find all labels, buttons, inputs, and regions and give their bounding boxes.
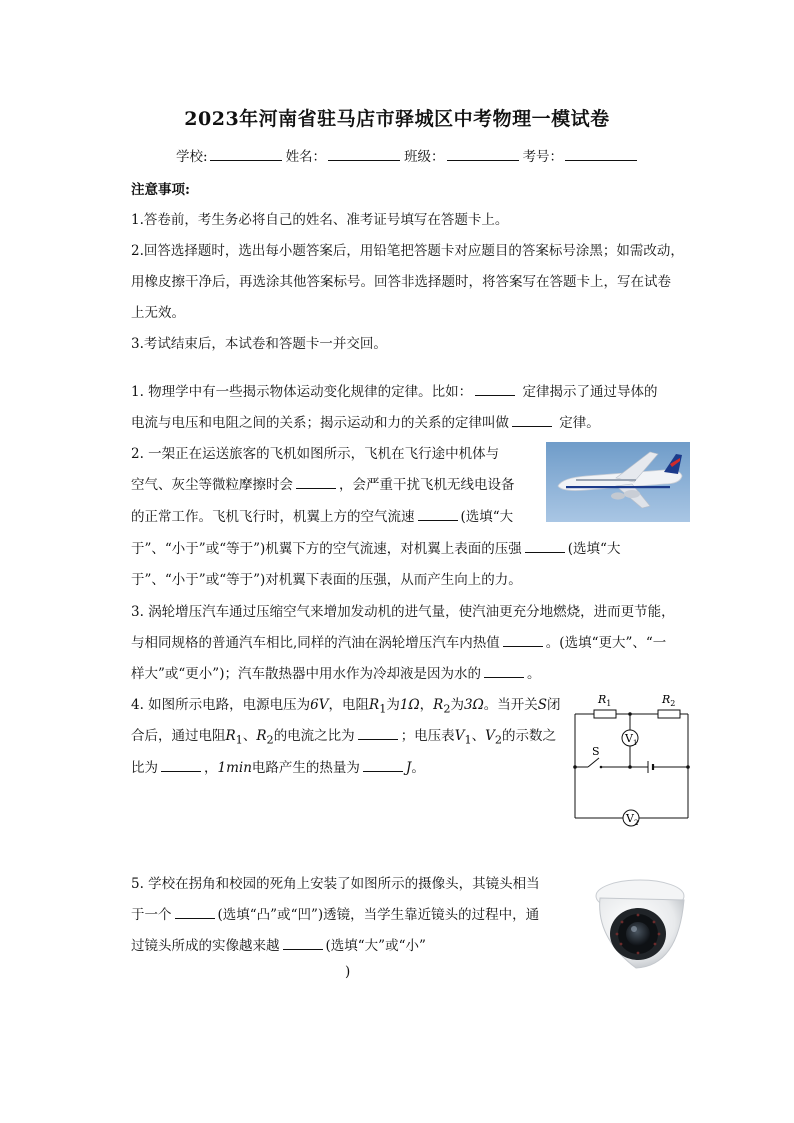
question-5-line-2: [131, 903, 539, 923]
q3-text: 。(选填“更大”、“一: [545, 635, 667, 651]
question-2-line-4: [131, 537, 620, 557]
page-title: 2023年河南省驻马店市驿城区中考物理一模试卷: [184, 108, 610, 130]
answer-blank[interactable]: [283, 938, 323, 950]
class-blank[interactable]: [447, 148, 519, 161]
switch-label: S: [592, 745, 600, 758]
answer-blank[interactable]: [363, 760, 403, 772]
q4-text: 。: [411, 760, 425, 776]
q1-text: 1. 物理学中有一些揭示物体运动变化规律的定律。比如：: [131, 384, 473, 400]
notice-line: 上无效。: [131, 305, 185, 321]
question-5-line-3: [131, 934, 426, 954]
q3-text: 样大”或“更小”)；汽车散热器中用水作为冷却液是因为水的: [131, 666, 481, 682]
q2-text: 的正常工作。飞机飞行时，机翼上方的空气流速: [131, 509, 415, 525]
q4-math: R: [369, 697, 380, 713]
q4-text: ；电压表: [400, 728, 455, 744]
q4-math: 3Ω: [464, 697, 484, 713]
q4-text: ，: [204, 760, 218, 776]
q4-math-sub: 1: [235, 733, 243, 747]
q4-text: ，电阻: [328, 697, 370, 713]
answer-blank[interactable]: [525, 541, 565, 553]
answer-blank[interactable]: [161, 760, 201, 772]
q4-text: 的电流之比为: [273, 728, 355, 744]
question-4-line-1: [131, 693, 561, 716]
answer-blank[interactable]: [358, 728, 398, 740]
q4-text: 为: [450, 697, 464, 713]
q4-text: 闭: [547, 697, 561, 713]
answer-blank[interactable]: [418, 509, 458, 521]
q4-text: 合后，通过电阻: [131, 728, 226, 744]
q4-text: 的示数之: [502, 728, 557, 744]
q4-text: 4. 如图所示电路，电源电压为: [131, 697, 311, 713]
camera-image: [586, 868, 690, 974]
q4-math: V: [485, 728, 495, 744]
q4-math-sub: 2: [494, 733, 503, 747]
notice-line: 用橡皮擦干净后，再选涂其他答案标号。回答非选择题时，将答案写在答题卡上，写在试卷: [131, 274, 671, 290]
question-5-line-1: 5. 学校在拐角和校园的死角上安装了如图所示的摄像头，其镜头相当: [131, 876, 540, 892]
q2-text: 于”、“小于”或“等于”)机翼下方的空气流速，对机翼上表面的压强: [131, 541, 522, 557]
q4-math: J: [405, 760, 412, 776]
school-label: 学校:: [176, 149, 208, 165]
notice-heading: 注意事项:: [131, 182, 190, 198]
q5-text: 于一个: [131, 907, 172, 923]
r1-label: $R_1$: [598, 693, 612, 708]
notice-line: 1.答卷前，考生务必将自己的姓名、准考证号填写在答题卡上。: [131, 212, 509, 228]
q4-text: 为: [386, 697, 400, 713]
q2-text: 空气、灰尘等微粒摩擦时会: [131, 477, 293, 493]
question-1-line-1: [131, 380, 657, 400]
question-3-line-2: [131, 631, 666, 651]
q2-text: ，会严重干扰飞机无线电设备: [339, 477, 515, 493]
v1-label: $V_1$: [625, 732, 638, 747]
q4-math: 6V: [310, 697, 329, 713]
answer-blank[interactable]: [175, 907, 215, 919]
school-blank[interactable]: [210, 148, 282, 161]
q4-text: 。当开关: [483, 697, 538, 713]
q1-text: 定律揭示了通过导体的: [518, 384, 658, 400]
circuit-diagram: [566, 688, 696, 830]
q2-text: (选填“大: [567, 541, 621, 557]
number-label: 考号：: [522, 149, 564, 165]
number-blank[interactable]: [565, 148, 637, 161]
answer-blank[interactable]: [475, 384, 515, 396]
q4-math: 1Ω: [399, 697, 420, 713]
r2-label: $R_2$: [662, 693, 676, 708]
class-label: 班级：: [404, 149, 445, 165]
answer-blank[interactable]: [296, 477, 336, 489]
notice-line: 3.考试结束后，本试卷和答题卡一并交回。: [131, 336, 387, 352]
question-2-line-2: [131, 473, 515, 493]
airplane-image: [546, 442, 690, 522]
q4-math-sub: 1: [464, 733, 472, 747]
name-label: 姓名：: [285, 149, 327, 165]
name-blank[interactable]: [328, 148, 400, 161]
q4-math: 1min: [217, 760, 252, 776]
question-3-line-1: 3. 涡轮增压汽车通过压缩空气来增加发动机的进气量，使汽油更充分地燃烧，进而更节能，: [131, 604, 675, 620]
q4-text: 比为: [131, 760, 158, 776]
answer-blank[interactable]: [512, 415, 552, 427]
question-1-line-2: [131, 411, 600, 431]
question-4-line-3: [131, 756, 425, 776]
q4-text: ，: [419, 697, 434, 713]
answer-blank[interactable]: [484, 666, 524, 678]
q5-text: (选填“凸”或“凹”)透镜，当学生靠近镜头的过程中，通: [217, 907, 540, 923]
student-info-row: [176, 145, 641, 165]
q2-text: (选填“大: [460, 509, 514, 525]
question-5-line-4: ): [345, 964, 351, 980]
q4-text: 、: [471, 728, 486, 744]
q4-text: 电路产生的热量为: [251, 760, 360, 776]
v2-label: $V_2$: [626, 812, 639, 827]
q5-text: (选填“大”或“小”: [325, 938, 426, 954]
q3-text: 与相同规格的普通汽车相比,同样的汽油在涡轮增压汽车内热值: [131, 635, 500, 651]
q5-text: 过镜头所成的实像越来越: [131, 938, 280, 954]
answer-blank[interactable]: [503, 635, 543, 647]
q4-math: S: [537, 697, 548, 713]
q1-text: 电流与电压和电阻之间的关系；揭示运动和力的关系的定律叫做: [131, 415, 509, 431]
q3-text: 。: [526, 666, 541, 682]
notice-line: 2.回答选择题时，选出每小题答案后，用铅笔把答题卡对应题目的答案标号涂黑；如需改动，: [131, 243, 684, 259]
question-3-line-3: [131, 662, 540, 682]
question-2-line-5: 于”、“小于”或“等于”)对机翼下表面的压强，从而产生向上的力。: [131, 572, 522, 588]
q4-math-sub: 2: [266, 733, 274, 747]
q1-text: 定律。: [555, 415, 600, 431]
question-2-line-1: 2. 一架正在运送旅客的飞机如图所示，飞机在飞行途中机体与: [131, 446, 500, 462]
q4-text: 、: [242, 728, 257, 744]
question-2-line-3: [131, 505, 513, 525]
q4-math: R: [225, 728, 236, 744]
q4-math-sub: 2: [443, 702, 451, 716]
q4-math-sub: 1: [379, 702, 387, 716]
question-4-line-2: [131, 724, 556, 747]
q4-math: V: [454, 728, 465, 744]
q4-math: R: [433, 697, 444, 713]
q4-math: R: [256, 728, 267, 744]
